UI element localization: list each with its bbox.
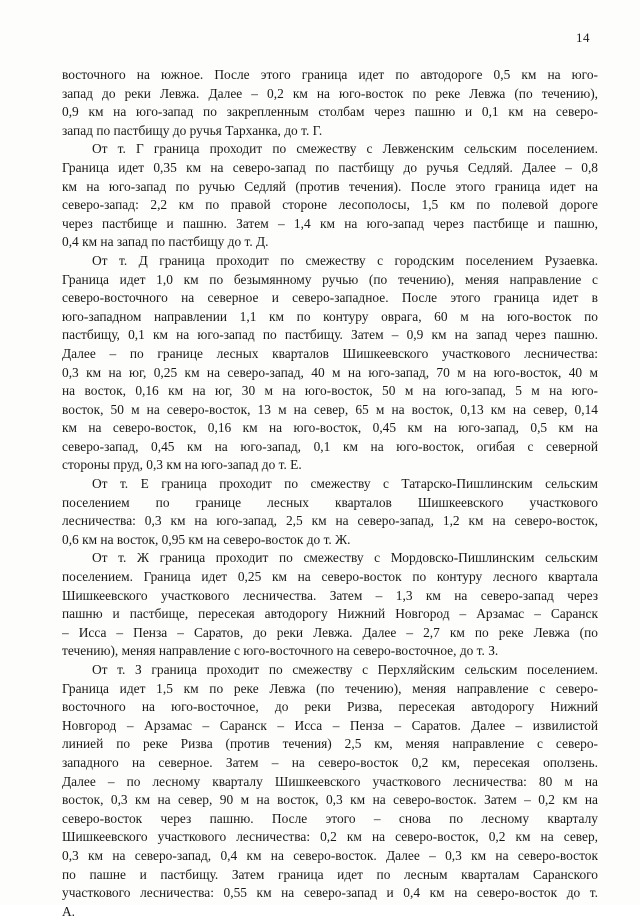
- text-line: северо-восток через пашню. После этого – снова по лесному кварталу: [62, 810, 598, 826]
- paragraph: [62, 252, 598, 475]
- text-line: От т. З граница проходит по смежеству с Перхляйским сельским поселением.: [92, 662, 598, 677]
- text-line: запад до реки Левжа. Далее – 0,2 км на юго-восток по реке Левжа (по течению),: [62, 85, 598, 101]
- text-line: Граница идет 0,35 км на северо-запад по пастбищу до ручья Седляй. Далее – 0,8: [62, 159, 598, 175]
- paragraph: [62, 549, 598, 661]
- text-line: пашню и пастбище, пересекая автодорогу Нижний Новгород – Арзамас – Саранск: [62, 606, 598, 622]
- text-line: Граница идет 1,5 км по реке Левжа (по течению), меняя направление с северо-: [62, 680, 598, 696]
- text-line: Шишкеевского участкового лесничества: 0,2 км на северо-восток, 0,2 км на север,: [62, 829, 598, 845]
- paragraph: [62, 475, 598, 549]
- text-line: на восток, 0,16 км на юг, 30 м на юго-восток, 50 м на юго-запад, 5 м на юго-: [62, 383, 598, 399]
- text-line: – Исса – Пенза – Саратов, до реки Левжа. Далее – 2,7 км по реке Левжа (по: [62, 624, 598, 640]
- text-line: От т. Ж граница проходит по смежеству с Мордовско-Пишлинским сельским: [92, 550, 598, 566]
- text-line: 0,9 км на юго-запад по закрепленным столбам через пашню и 0,1 км на северо-: [62, 104, 598, 120]
- text-line: запад по пастбищу до ручья Тарханка, до т. Г.: [62, 122, 323, 138]
- text-line: км на юго-запад по ручью Седляй (против течения). После этого граница идет на: [62, 178, 598, 194]
- paragraph: [62, 140, 598, 252]
- text-line: 0,3 км на юг, 0,25 км на северо-запад, 40 м на юго-запад, 70 м на юго-восток, 40 м: [62, 364, 598, 380]
- text-line: течению), меняя направление с юго-восточного на северо-восточное, до т. З.: [62, 643, 499, 659]
- paragraph: [62, 66, 598, 140]
- text-line: 0,3 км на северо-запад, 0,4 км на северо-восток. Далее – 0,3 км на северо-восток: [62, 847, 598, 863]
- text-line: А.: [62, 903, 76, 919]
- text-line: восток, 0,3 км на север, 90 м на восток, 0,3 км на северо-восток. Затем – 0,2 км на: [62, 792, 598, 808]
- text-line: Шишкеевского участкового лесничества. Затем – 1,3 км на северо-запад через: [62, 587, 598, 603]
- text-line: поселением. Граница идет 0,25 км на северо-восток по контуру лесного квартала: [62, 569, 598, 585]
- text-line: через пастбище и пашню. Затем – 1,4 км на юго-запад через пастбище и пашню,: [62, 215, 598, 231]
- text-line: линией по реке Ризва (против течения) 2,5 км, меняя направление с северо-: [62, 736, 598, 752]
- text-line: западного на северное. Затем – на северо-восток 0,2 км, пересекая оползень.: [62, 754, 598, 770]
- text-line: северо-восточного на северное и северо-западное. После этого граница идет в: [62, 290, 598, 306]
- text-line: км на северо-восток, 0,16 км на юго-восток, 0,45 км на юго-запад, 0,5 км на: [62, 420, 598, 436]
- text-line: стороны пруд, 0,3 км на юго-запад до т. Е.: [62, 457, 302, 473]
- text-line: северо-запад: 2,2 км по правой стороне лесополосы, 1,5 км по полевой дороге: [62, 197, 598, 213]
- text-line: участкового лесничества: 0,55 км на северо-запад и 0,4 км на северо-восток до т.: [62, 885, 598, 901]
- text-line: восточного на юго-восточное, до реки Ризва, пересекая автодорогу Нижний: [62, 699, 598, 715]
- paragraph: [62, 661, 598, 921]
- text-line: лесничества: 0,3 км на юго-запад, 2,5 км на северо-запад, 1,2 км на северо-восток,: [62, 513, 598, 529]
- text-line: поселением по границе лесных кварталов Шишкеевского участкового: [62, 494, 598, 510]
- text-line: Новгород – Арзамас – Саранск – Исса – Пенза – Саратов. Далее – извилистой: [62, 717, 598, 733]
- text-line: восточного на южное. После этого граница идет по автодороге 0,5 км на юго-: [62, 67, 598, 82]
- text-line: Далее – по границе лесных кварталов Шишкеевского участкового лесничества:: [62, 345, 598, 361]
- text-line: пастбищу, 0,1 км на юго-запад по пастбищу. Затем – 0,9 км на запад через пашню.: [62, 327, 598, 343]
- text-line: Далее – по лесному кварталу Шишкеевского участкового лесничества: 80 м на: [62, 773, 598, 789]
- text-line: От т. Д граница проходит по смежеству с городским поселением Рузаевка.: [92, 252, 598, 268]
- text-line: юго-западном направлении 1,1 км по контуру оврага, 60 м на юго-восток по: [62, 308, 598, 324]
- text-line: От т. Е граница проходит по смежеству с Татарско-Пишлинским сельским: [92, 476, 598, 492]
- text-line: северо-запад, 0,45 км на юго-запад, 0,1 км на юго-восток, огибая с северной: [62, 438, 598, 454]
- page-number: 14: [576, 30, 590, 45]
- document-body: [62, 66, 598, 921]
- text-line: 0,6 км на восток, 0,95 км на северо-восток до т. Ж.: [62, 531, 351, 547]
- text-line: 0,4 км на запад по пастбищу до т. Д.: [62, 234, 269, 250]
- text-line: Граница идет 1,0 км по безымянному ручью (по течению), меняя направление с: [62, 271, 598, 287]
- text-line: От т. Г граница проходит по смежеству с Левженским сельским поселением.: [92, 141, 598, 157]
- text-line: по пашне и пастбищу. Затем граница идет по лесным кварталам Саранского: [62, 866, 598, 882]
- text-line: восток, 50 м на северо-восток, 13 м на север, 65 м на восток, 0,13 км на север, 0,14: [62, 401, 598, 417]
